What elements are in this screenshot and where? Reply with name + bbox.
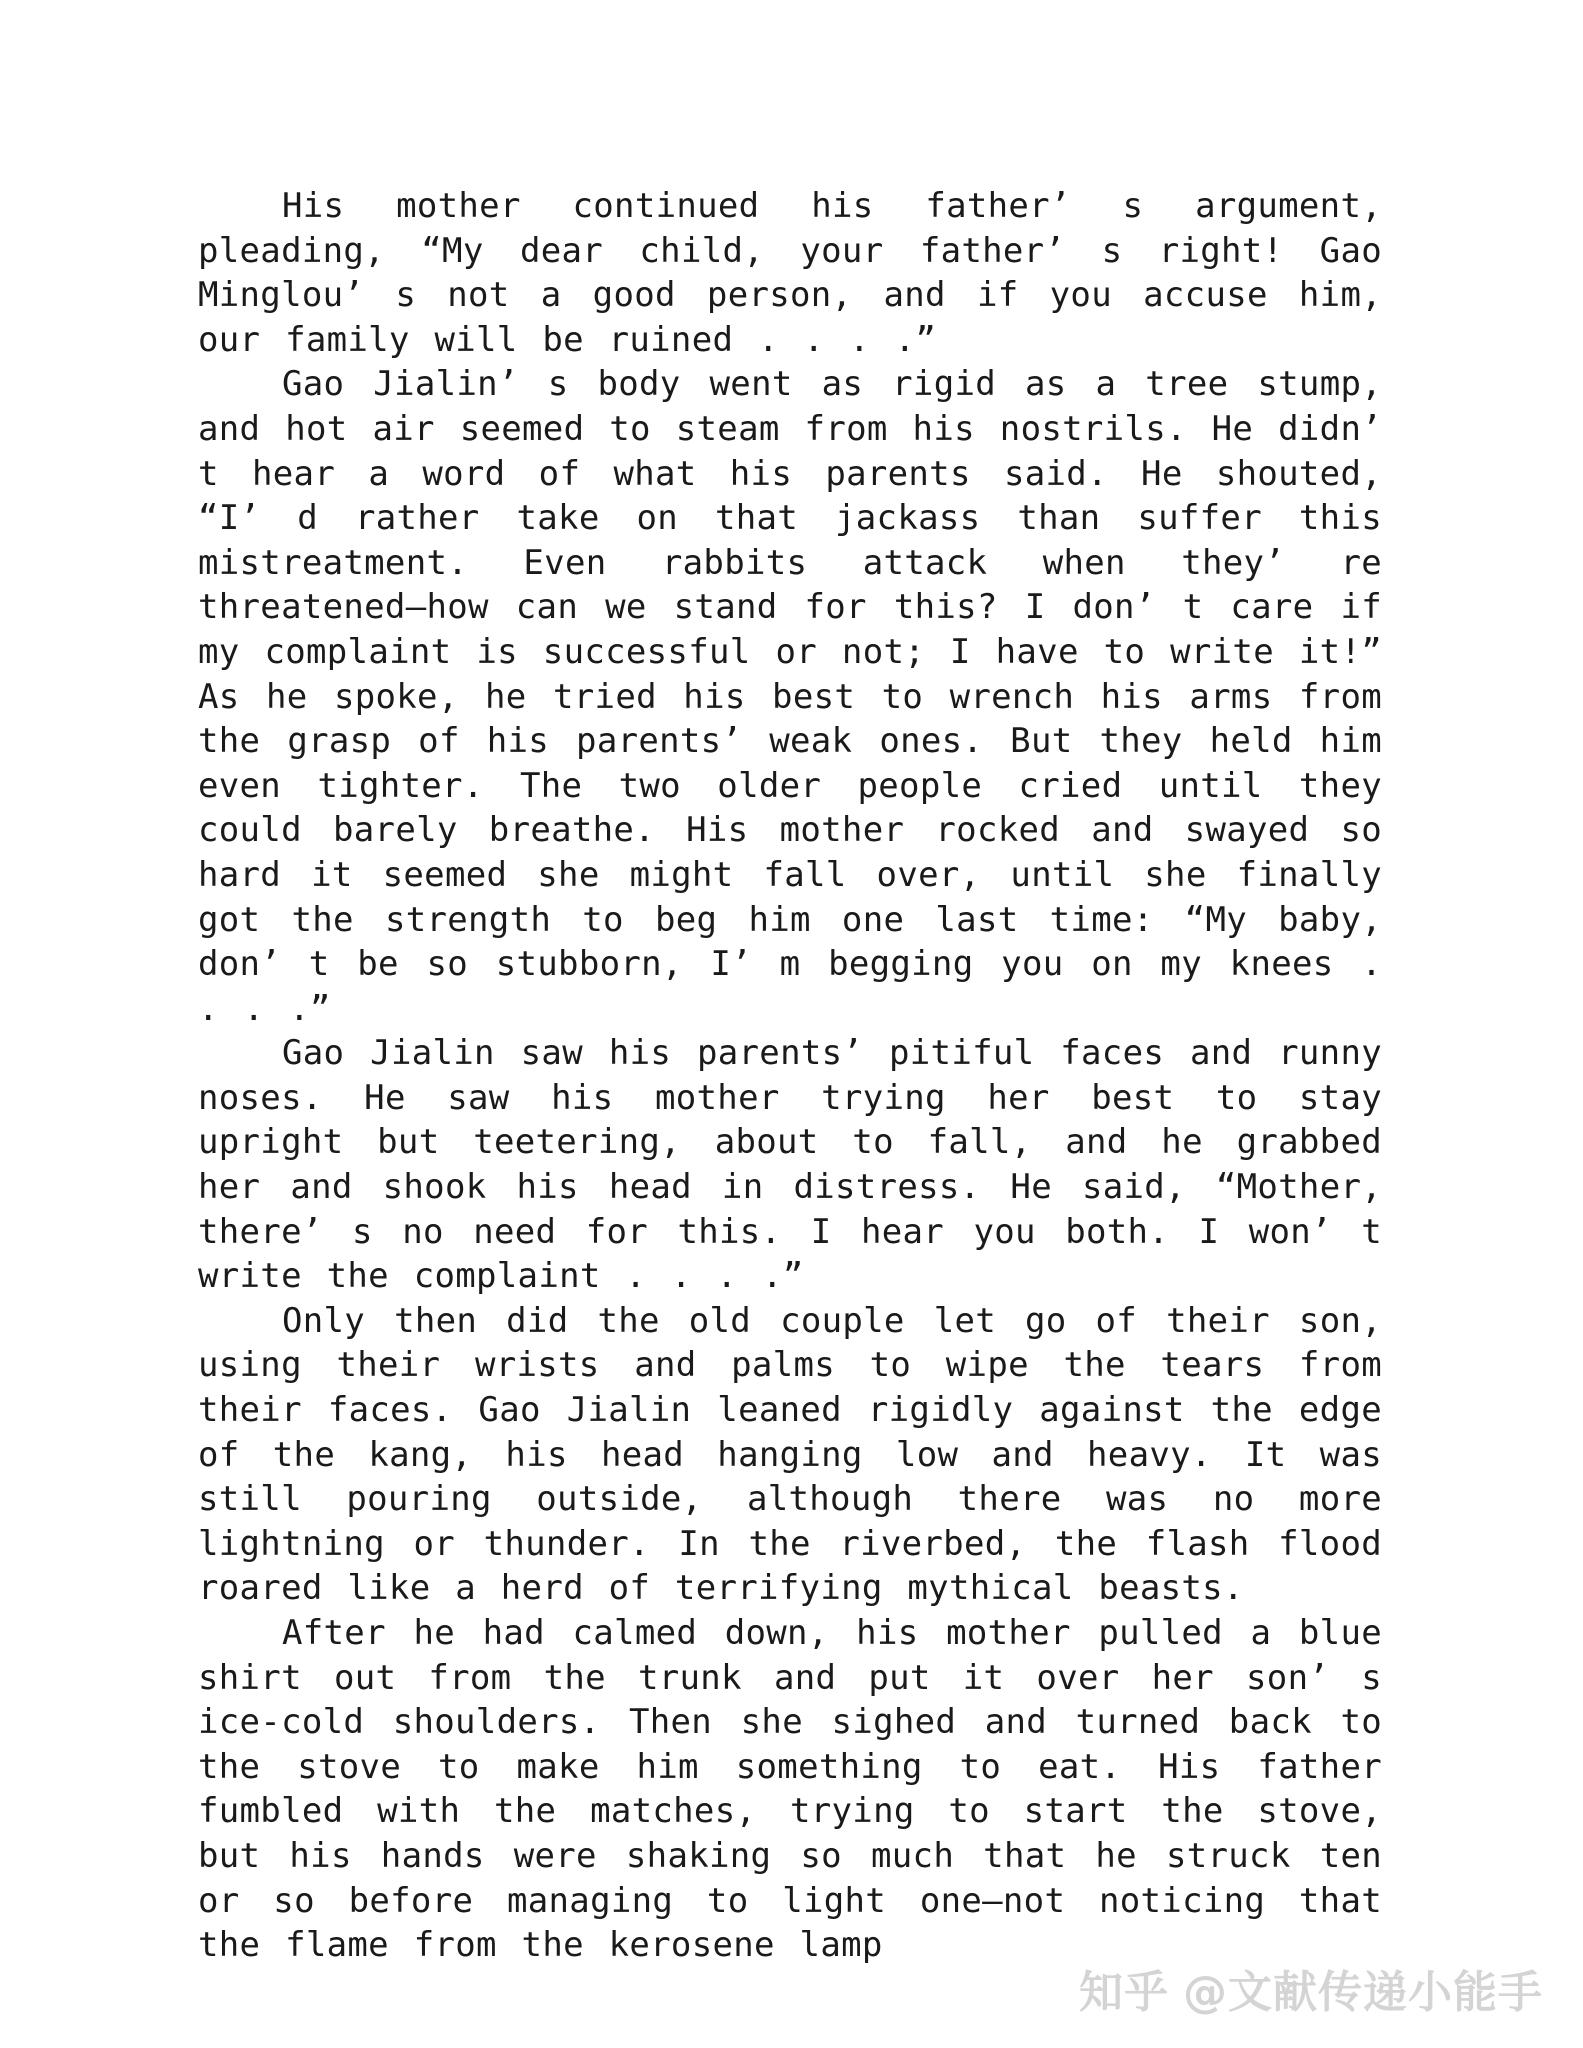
watermark-site: 知乎	[1079, 1967, 1169, 2018]
document-page	[198, 184, 1382, 1968]
watermark	[1079, 1956, 1543, 2020]
paragraph-4: Only then did the old couple let go of their son, using their wrists and palms to wipe the tears from their faces. Gao Jialin leaned rigidly against the edge of the kang, his head hanging low and heavy. It was still pouring outside, although there was no more lightning or thunder. In the riverbed, the flash flood roared like a herd of terrifying mythical beasts.	[198, 1300, 1382, 1609]
paragraph-2: Gao Jialin’ s body went as rigid as a tree stump, and hot air seemed to steam from his nostrils. He didn’ t hear a word of what his parents said. He shouted, “I’ d rather take on that jackass than suffer this mistreatment. Even rabbits attack when they’ re threatened—how can we stand for this? I don’ t care if my complaint is successful or not; I have to write it!” As he spoke, he tried his best to wrench his arms from the grasp of his parents’ weak ones. But they held him even tighter. The two older people cried until they could barely breathe. His mother rocked and swayed so hard it seemed she might fall over, until she finally got the strength to beg him one last time: “My baby, don’ t be so stubborn, I’ m begging you on my knees . . . .”	[198, 364, 1382, 1029]
watermark-author: @文献传递小能手	[1183, 1967, 1543, 2018]
paragraph-3: Gao Jialin saw his parents’ pitiful faces and runny noses. He saw his mother trying her best to stay upright but teetering, about to fall, and he grabbed her and shook his head in distress. He said, “Mother, there’ s no need for this. I hear you both. I won’ t write the complaint . . . .”	[198, 1033, 1382, 1297]
paragraph-5: After he had calmed down, his mother pulled a blue shirt out from the trunk and put it over her son’ s ice-cold shoulders. Then she sighed and turned back to the stove to make him something to eat. His father fumbled with the matches, trying to start the stove, but his hands were shaking so much that he struck ten or so before managing to light one—not noticing that the flame from the kerosene lamp	[198, 1613, 1382, 1966]
paragraph-1: His mother continued his father’ s argument, pleading, “My dear child, your father’ s right! Gao Minglou’ s not a good person, and if you accuse him, our family will be ruined . . . .”	[198, 186, 1382, 360]
